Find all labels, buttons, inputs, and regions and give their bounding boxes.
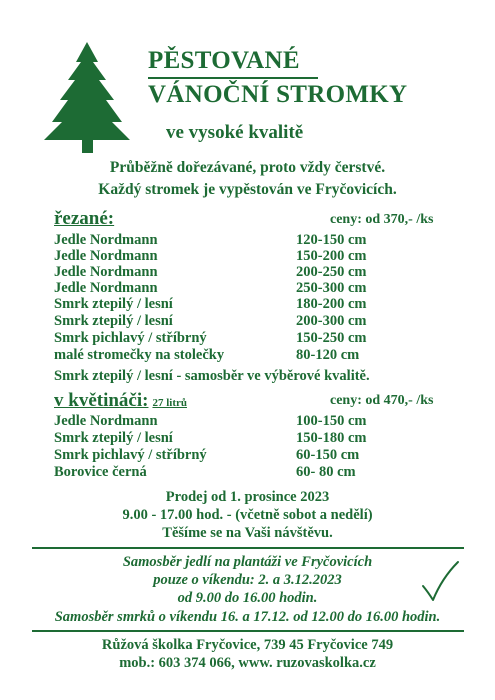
- cut-row: [54, 232, 384, 249]
- cut-row-size: 150-250 cm: [296, 330, 367, 346]
- cut-heading: [54, 208, 114, 230]
- cut-heading-text: řezané:: [54, 208, 115, 229]
- potted-heading-text: v květináči:: [54, 390, 149, 411]
- potted-row: [54, 430, 384, 447]
- checkmark-icon: [420, 560, 460, 602]
- title-underline: [148, 77, 318, 79]
- cut-price-note: ceny: od 370,- /ks: [330, 212, 434, 227]
- potted-row: [54, 447, 384, 464]
- sale-start: Prodej od 1. prosince 2023: [165, 489, 330, 505]
- cut-row-size: 200-300 cm: [296, 313, 367, 329]
- potted-row: [54, 464, 384, 481]
- potted-row-name: Smrk pichlavý / stříbrný: [54, 447, 207, 463]
- potted-row-size: 60- 80 cm: [296, 464, 356, 480]
- title-line-2: VÁNOČNÍ STROMKY: [148, 81, 408, 108]
- cut-row-size: 250-300 cm: [296, 280, 367, 296]
- cut-row-name: Jedle Nordmann: [54, 280, 158, 296]
- divider-bottom: [32, 630, 464, 632]
- cut-note: Smrk ztepilý / lesní - samosběr ve výběrové kvalitě.: [54, 368, 370, 384]
- cut-row-name: malé stromečky na stolečky: [54, 347, 225, 363]
- selfharvest-line-3: od 9.00 do 16.00 hodin.: [177, 590, 318, 606]
- cut-row: [54, 347, 384, 364]
- cut-row-size: 200-250 cm: [296, 264, 367, 280]
- cut-row-size: 180-200 cm: [296, 296, 367, 312]
- cut-row: [54, 280, 384, 297]
- cut-row-size: 150-200 cm: [296, 248, 367, 264]
- potted-row-size: 100-150 cm: [296, 413, 367, 429]
- cut-row: [54, 313, 384, 330]
- potted-row: [54, 413, 384, 430]
- sale-hours: 9.00 - 17.00 hod. - (včetně sobot a nedělí): [122, 507, 373, 523]
- potted-row-name: Borovice černá: [54, 464, 147, 480]
- potted-row-name: Jedle Nordmann: [54, 413, 158, 429]
- cut-row-name: Jedle Nordmann: [54, 264, 158, 280]
- intro-line-2: Každý stromek je vypěstován ve Fryčovicích.: [98, 181, 397, 198]
- cut-row-name: Jedle Nordmann: [54, 248, 158, 264]
- intro-line-1: Průběžně dořezávané, proto vždy čerstvé.: [109, 159, 386, 176]
- cut-row-size: 80-120 cm: [296, 347, 360, 363]
- footer-contact: mob.: 603 374 066, www. ruzovaskolka.cz: [119, 655, 376, 671]
- potted-heading-volume: 27 litrů: [152, 397, 187, 409]
- potted-row-name: Smrk ztepilý / lesní: [54, 430, 173, 446]
- cut-row-name: Smrk ztepilý / lesní: [54, 313, 173, 329]
- cut-row-name: Smrk pichlavý / stříbrný: [54, 330, 207, 346]
- cut-row-size: 120-150 cm: [296, 232, 367, 248]
- title-line-1: PĚSTOVANÉ: [148, 47, 300, 74]
- cut-row: [54, 264, 384, 281]
- cut-row-name: Smrk ztepilý / lesní: [54, 296, 173, 312]
- potted-row-size: 150-180 cm: [296, 430, 367, 446]
- sale-greeting: Těšíme se na Vaši návštěvu.: [162, 525, 333, 541]
- selfharvest-line-4: Samosběr smrků o víkendu 16. a 17.12. od 12.00 do 16.00 hodin.: [54, 609, 441, 625]
- cut-row-name: Jedle Nordmann: [54, 232, 158, 248]
- cut-row: [54, 248, 384, 265]
- cut-row: [54, 330, 384, 347]
- divider-top: [32, 547, 464, 549]
- subtitle: ve vysoké kvalitě: [166, 122, 304, 143]
- footer-address: Růžová školka Fryčovice, 739 45 Fryčovice 749: [101, 637, 394, 653]
- cut-row: [54, 296, 384, 313]
- christmas-tree-icon: [40, 40, 135, 155]
- potted-price-note: ceny: od 470,- /ks: [330, 393, 434, 408]
- potted-row-size: 60-150 cm: [296, 447, 360, 463]
- selfharvest-line-1: Samosběr jedlí na plantáži ve Fryčovicích: [122, 554, 373, 570]
- selfharvest-line-2: pouze o víkendu: 2. a 3.12.2023: [153, 572, 342, 588]
- potted-heading: [54, 390, 187, 412]
